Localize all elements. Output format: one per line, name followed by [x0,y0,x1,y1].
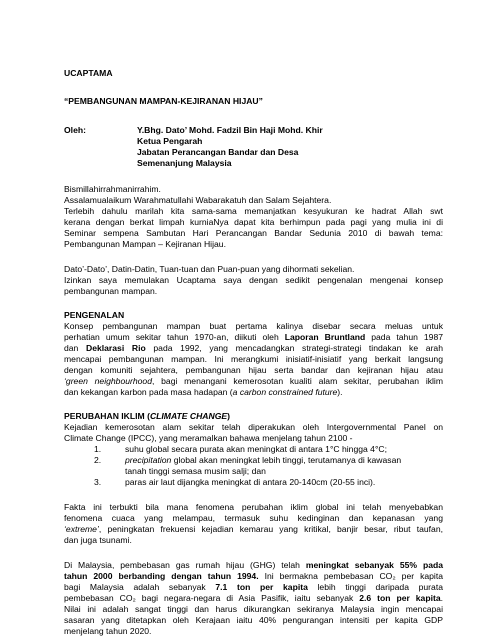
pengenalan-line: mencapai pembangunan mampan. Ini merangkumi inisiatif-inisiatif yang berkait langsung [64,354,443,364]
malaysia-line: pembebasan CO₂ bagi negara-negara di Asia Pasifik, iaitu sebanyak 2.6 ton per kapita. [64,593,443,603]
fakta-line: Fakta ini terbukti bila mana fenomena perubahan iklim global ini telah menyebabkan [64,502,443,512]
list-item-text: paras air laut dijangka meningkat di antara 20-140cm (20-55 inci). [125,477,376,487]
speaker-department: Jabatan Perancangan Bandar dan Desa [137,147,299,157]
malaysia-line: bagi Malaysia adalah sebanyak 7.1 ton per kapita lebih tinggi daripada purata [64,582,443,592]
speaker-label: Oleh: [64,125,86,135]
greeting-line: Bismillahirrahmanirrahim. [64,184,161,194]
intro-line: Terlebih dahulu marilah kita sama-sama memanjatkan kesyukuran ke hadrat Allah swt [64,206,443,216]
section-heading-climate-change: PERUBAHAN IKLIM (CLIMATE CHANGE) [64,411,230,421]
malaysia-line: Di Malaysia, pembebasan gas rumah hijau (GHG) telah meningkat sebanyak 55% pada [64,560,443,570]
salute-line: pembangunan mampan. [64,286,158,296]
pengenalan-line: ‘green neighbourhood, bagi menangani kemerosotan kualiti alam sekitar, perubahan iklim [64,376,443,386]
malaysia-line: tahun 2000 berbanding dengan tahun 1994. Ini bermakna pembebasan CO₂ per kapita [64,571,443,581]
list-item-text: precipitation global akan meningkat lebih tinggi, terutamanya di kawasan [125,455,402,465]
pengenalan-line: Konsep pembangunan mampan buat pertama kalinya disebar secara meluas untuk [64,321,443,331]
malaysia-line: sasaran yang ditetapkan oleh Kerajaan iaitu 40% pengurangan intensiti per kapita GDP [64,615,443,625]
climate-line: Climate Change (IPCC), yang meramalkan bahawa menjelang tahun 2100 - [64,433,353,443]
fakta-line: dan juga tsunami. [64,535,132,545]
salute-line: Dato’-Dato’, Datin-Datin, Tuan-tuan dan Puan-puan yang dihormati sekelian. [64,264,355,274]
speaker-region: Semenanjung Malaysia [137,158,232,168]
intro-line: kerana dengan berkat limpah kurniaNya dapat kita berhimpun pada pagi yang mulia ini di [64,217,443,227]
list-item-text: suhu global secara purata akan meningkat di antara 1°C hingga 4°C; [125,444,387,454]
fakta-line: fenomena cuaca yang melampau, termasuk suhu kedinginan dan kepanasan yang [64,513,443,523]
malaysia-line: Nilai ini adalah sangat tinggi dan harus dikurangkan sekiranya Malaysia ingin mencapai [64,604,443,614]
malaysia-line: menjelang tahun 2020. [64,626,152,636]
speech-title: “PEMBANGUNAN MAMPAN-KEJIRANAN HIJAU” [64,96,263,106]
greeting-line: Assalamualaikum Warahmatullahi Wabarakatuh dan Salam Sejahtera. [64,195,332,205]
intro-line: Pembangunan Mampan – Kejiranan Hijau. [64,239,226,249]
list-item-number: 1. [94,444,102,454]
speaker-name: Y.Bhg. Dato’ Mohd. Fadzil Bin Haji Mohd. Khir [137,125,323,135]
list-item-text: tanah tinggi semasa musim salji; dan [125,466,266,476]
list-item-number: 3. [94,477,102,487]
pengenalan-line: perhatian umum sekitar tahun 1970-an, diikuti oleh Laporan Bruntland pada tahun 1987 [64,332,444,342]
list-item-number: 2. [94,455,102,465]
section-heading-pengenalan: PENGENALAN [64,310,125,320]
pengenalan-line: dengan komuniti sejahtera, pembangunan hijau serta bandar dan kejiranan hijau atau [64,365,443,375]
pengenalan-line: dan kekangan karbon pada masa hadapan (a carbon constrained future). [64,387,343,397]
intro-line: Seminar sempena Sambutan Hari Perancangan Bandar Sedunia 2010 di bawah tema: [64,228,443,238]
speaker-position: Ketua Pengarah [137,136,203,146]
salute-line: Izinkan saya memulakan Ucaptama saya dengan sedikit pengenalan mengenai konsep [64,275,443,285]
fakta-line: ‘extreme’, peningkatan frekuensi kejadian kemarau yang kritikal, banjir besar, ribut taufan, [64,524,443,534]
document-heading: UCAPTAMA [64,68,113,78]
climate-line: Kejadian kemerosotan alam sekitar telah diperakukan oleh Intergovernmental Panel on [64,422,443,432]
pengenalan-line: dan Deklarasi Rio pada 1992, yang mencadangkan strategi-strategi tindakan ke arah [64,343,443,353]
